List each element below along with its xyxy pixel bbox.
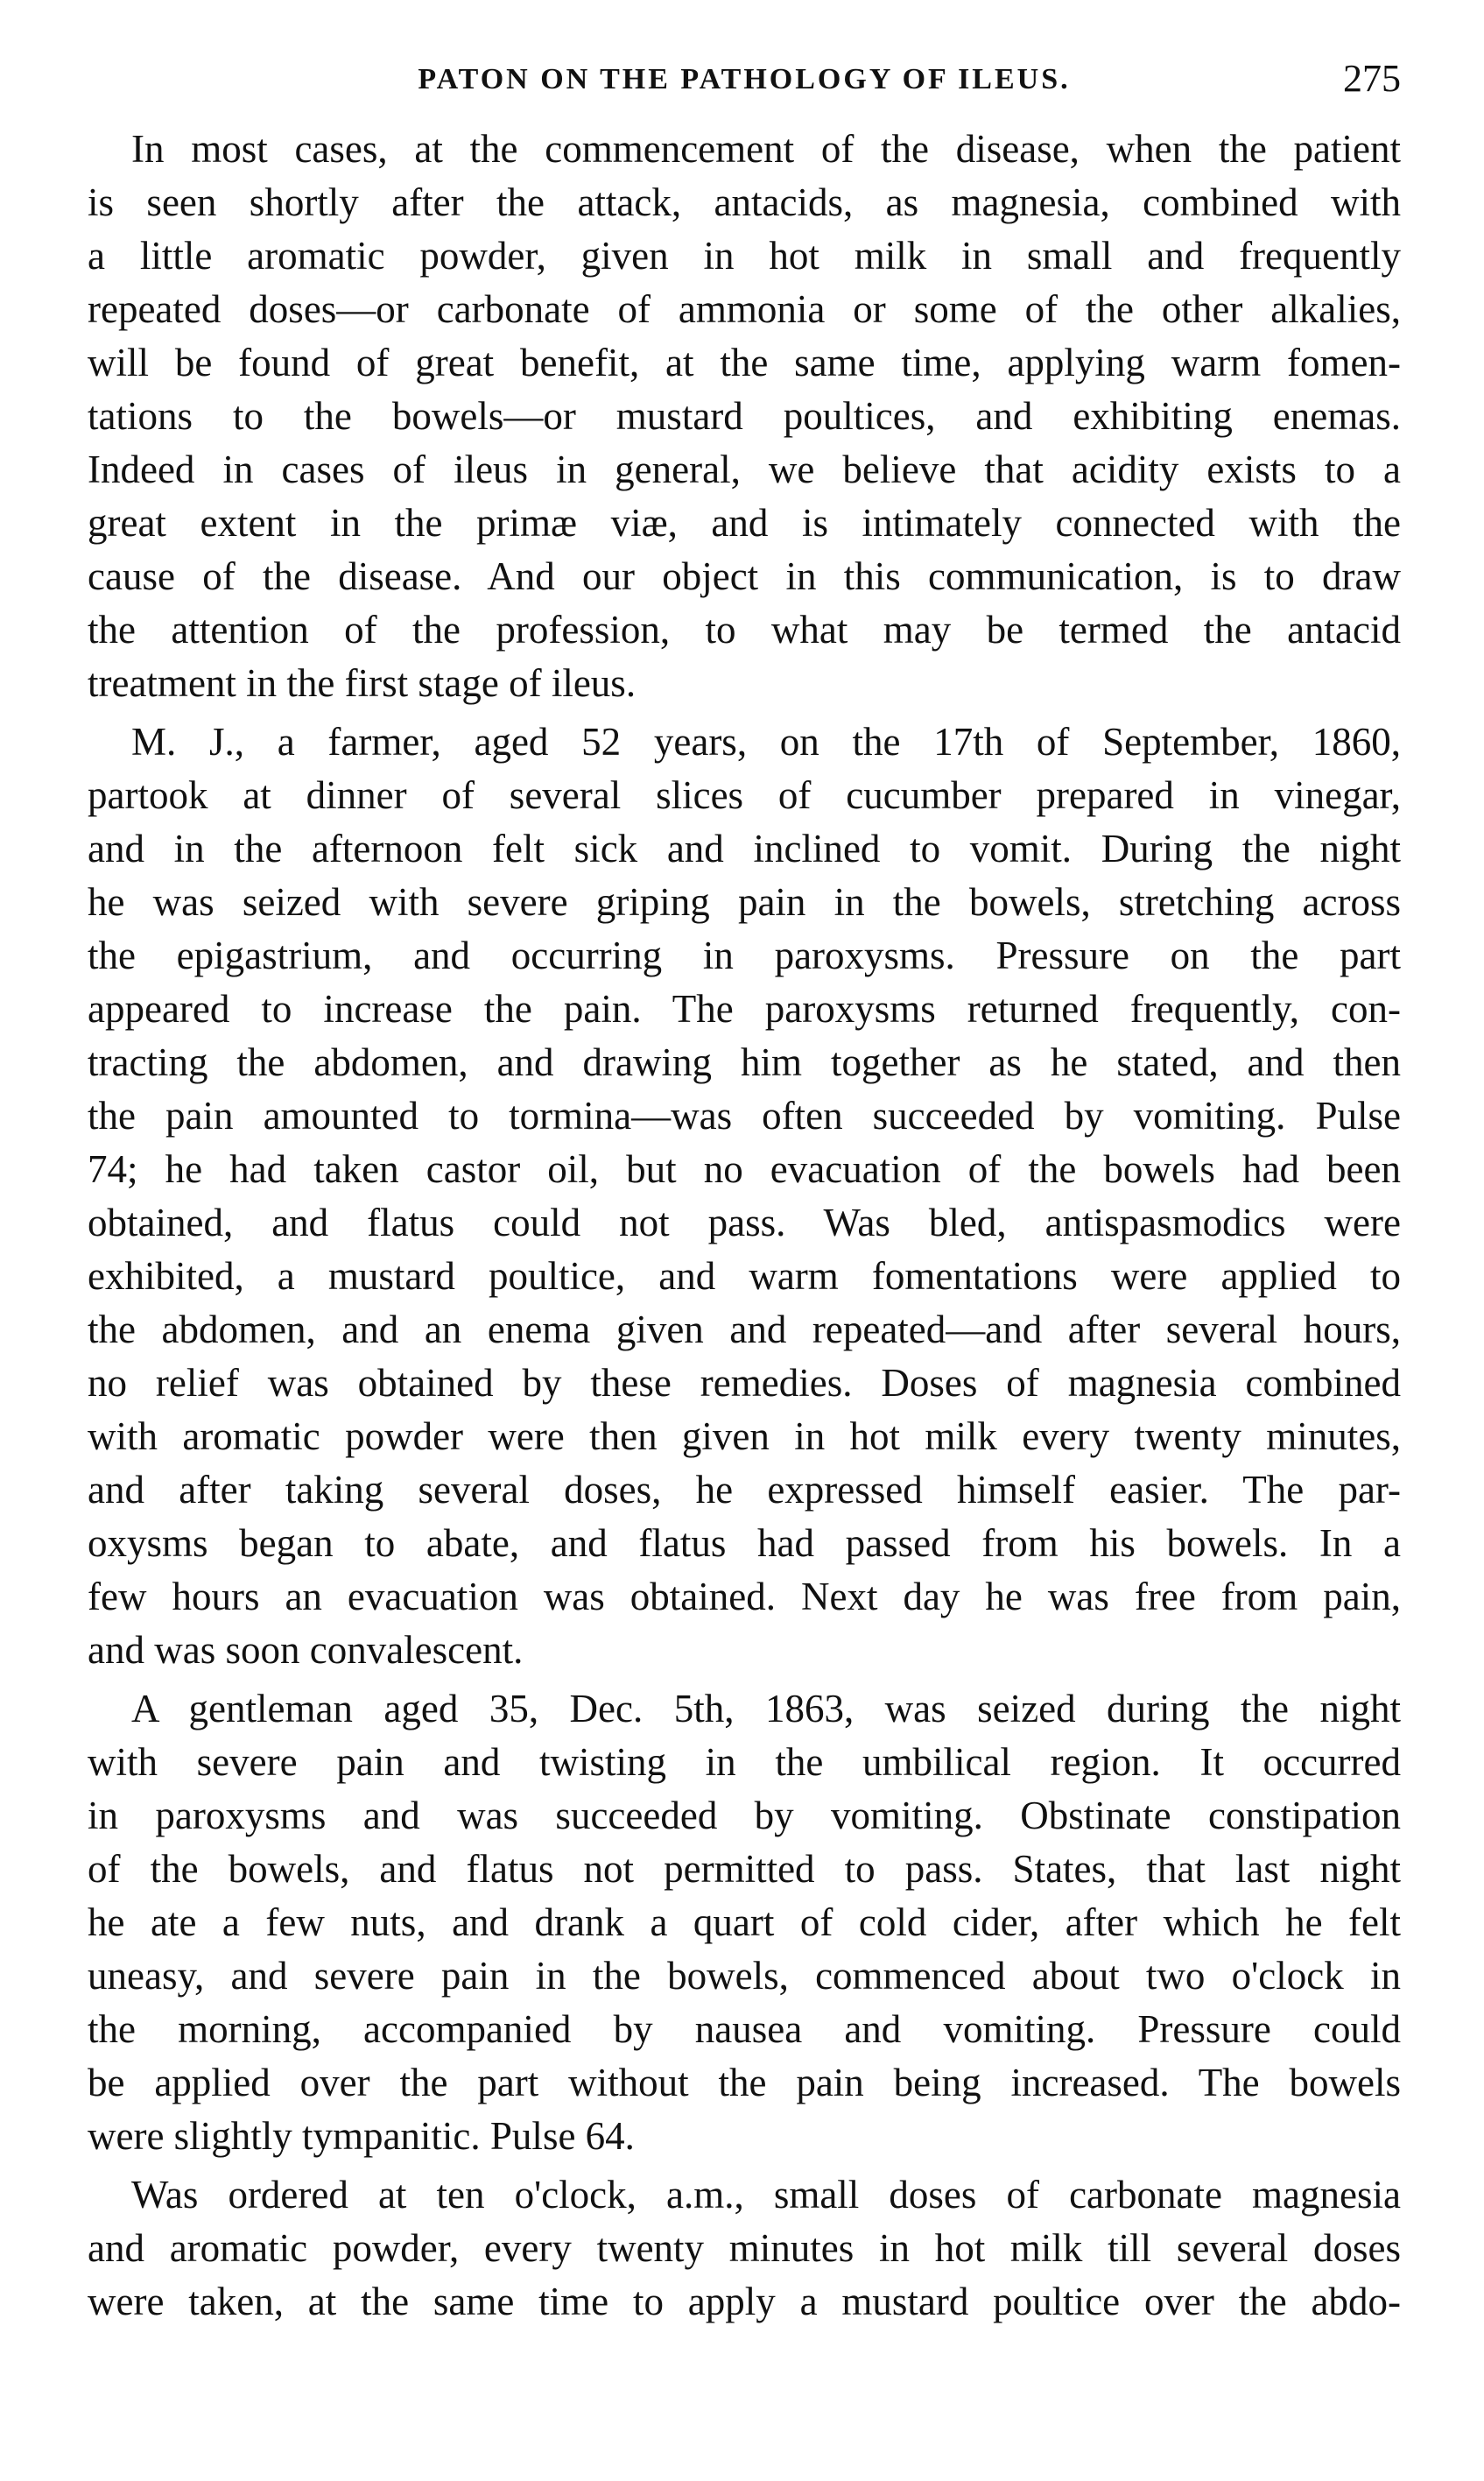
- text-line: the abdomen, and an enema given and repeated—and after several hours,: [88, 1307, 1401, 1351]
- text-line: the attention of the profession, to what may be termed the antacid: [88, 608, 1401, 652]
- text-line: and was soon convalescent.: [88, 1628, 524, 1672]
- text-line: he ate a few nuts, and drank a quart of cold cider, after which he felt: [88, 1900, 1401, 1944]
- text-line: A gentleman aged 35, Dec. 5th, 1863, was seized during the night: [131, 1687, 1401, 1730]
- text-line: In most cases, at the commencement of the disease, when the patient: [131, 127, 1401, 171]
- text-line: were slightly tympanitic. Pulse 64.: [88, 2114, 635, 2158]
- text-line: were taken, at the same time to apply a mustard poultice over the abdo-: [88, 2280, 1401, 2323]
- text-line: in paroxysms and was succeeded by vomiting. Obstinate constipation: [88, 1794, 1401, 1837]
- text-line: the morning, accompanied by nausea and vomiting. Pressure could: [88, 2007, 1401, 2051]
- book-page: [88, 53, 1401, 2329]
- text-line: with aromatic powder were then given in hot milk every twenty minutes,: [88, 1414, 1401, 1458]
- text-line: exhibited, a mustard poultice, and warm fomentations were applied to: [88, 1254, 1401, 1298]
- text-line: Indeed in cases of ileus in general, we believe that acidity exists to a: [88, 448, 1401, 491]
- text-line: repeated doses—or carbonate of ammonia or some of the other alkalies,: [88, 287, 1401, 331]
- text-line: obtained, and flatus could not pass. Was bled, antispasmodics were: [88, 1201, 1401, 1244]
- text-line: tations to the bowels—or mustard poultices, and exhibiting enemas.: [88, 394, 1401, 438]
- text-line: great extent in the primæ viæ, and is intimately connected with the: [88, 501, 1401, 545]
- text-line: he was seized with severe griping pain in the bowels, stretching across: [88, 880, 1401, 924]
- text-line: be applied over the part without the pain being increased. The bowels: [88, 2061, 1401, 2104]
- paragraph-treatment-order: [88, 2168, 1401, 2329]
- text-line: and in the afternoon felt sick and inclined to vomit. During the night: [88, 827, 1401, 870]
- text-line: of the bowels, and flatus not permitted to pass. States, that last night: [88, 1847, 1401, 1891]
- text-line: is seen shortly after the attack, antacids, as magnesia, combined with: [88, 180, 1401, 224]
- paragraph-case-farmer: [88, 715, 1401, 1677]
- text-line: appeared to increase the pain. The paroxysms returned frequently, con-: [88, 987, 1401, 1031]
- page-number: 275: [1343, 57, 1401, 100]
- text-line: cause of the disease. And our object in this communication, is to draw: [88, 554, 1401, 598]
- text-line: treatment in the first stage of ileus.: [88, 661, 637, 705]
- text-line: few hours an evacuation was obtained. Next day he was free from pain,: [88, 1575, 1401, 1618]
- text-line: 74; he had taken castor oil, but no evacuation of the bowels had been: [88, 1147, 1401, 1191]
- text-line: M. J., a farmer, aged 52 years, on the 17th of September, 1860,: [131, 720, 1401, 764]
- text-line: a little aromatic powder, given in hot milk in small and frequently: [88, 234, 1401, 278]
- text-line: Was ordered at ten o'clock, a.m., small doses of carbonate magnesia: [131, 2173, 1401, 2217]
- text-line: oxysms began to abate, and flatus had passed from his bowels. In a: [88, 1521, 1401, 1565]
- text-line: the pain amounted to tormina—was often succeeded by vomiting. Pulse: [88, 1094, 1401, 1138]
- paragraph-antacid-treatment: [88, 123, 1401, 710]
- text-line: tracting the abdomen, and drawing him together as he stated, and then: [88, 1040, 1401, 1084]
- running-title: PATON ON THE PATHOLOGY OF ILEUS.: [418, 63, 1071, 95]
- text-line: with severe pain and twisting in the umbilical region. It occurred: [88, 1740, 1401, 1784]
- paragraph-case-gentleman: [88, 1682, 1401, 2163]
- running-head: [88, 53, 1401, 123]
- text-line: and after taking several doses, he expressed himself easier. The par-: [88, 1468, 1401, 1512]
- text-line: the epigastrium, and occurring in paroxysms. Pressure on the part: [88, 934, 1401, 977]
- text-line: no relief was obtained by these remedies. Doses of magnesia combined: [88, 1361, 1401, 1405]
- text-line: partook at dinner of several slices of cucumber prepared in vinegar,: [88, 773, 1401, 817]
- text-line: will be found of great benefit, at the same time, applying warm fomen-: [88, 341, 1401, 384]
- text-line: uneasy, and severe pain in the bowels, commenced about two o'clock in: [88, 1954, 1401, 1998]
- text-line: and aromatic powder, every twenty minutes in hot milk till several doses: [88, 2226, 1401, 2270]
